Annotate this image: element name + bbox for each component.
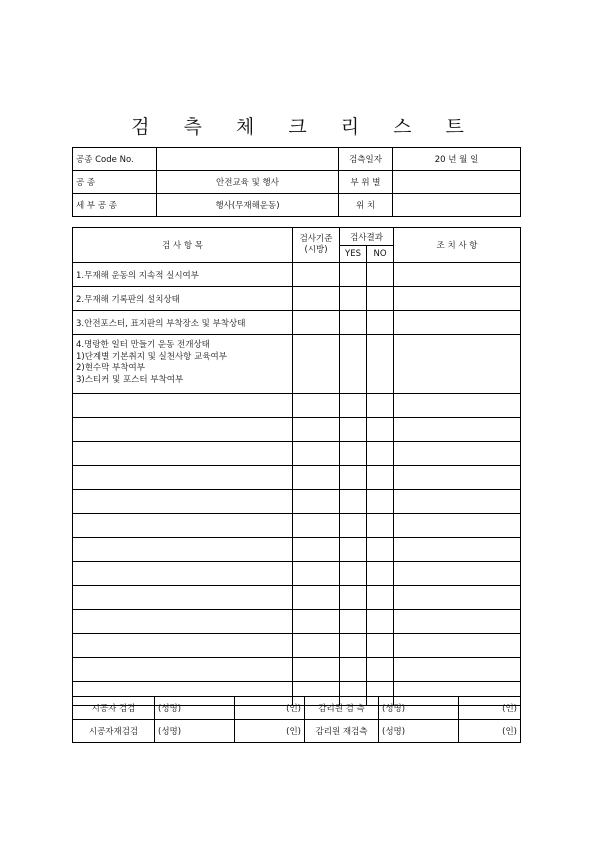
criteria-cell[interactable] bbox=[293, 287, 340, 311]
supervisor-reinspect-name[interactable]: (성명) bbox=[379, 720, 459, 743]
no-cell[interactable] bbox=[367, 418, 394, 442]
no-cell[interactable] bbox=[367, 658, 394, 682]
blank-item-cell[interactable] bbox=[73, 466, 293, 490]
action-cell[interactable] bbox=[394, 610, 521, 634]
no-cell[interactable] bbox=[367, 514, 394, 538]
no-cell[interactable] bbox=[367, 263, 394, 287]
yes-cell[interactable] bbox=[340, 311, 367, 335]
supervisor-inspect-label: 감리원 검 측 bbox=[305, 697, 379, 720]
check-item-4 bbox=[73, 335, 293, 394]
action-cell[interactable] bbox=[394, 514, 521, 538]
yes-cell[interactable] bbox=[340, 442, 367, 466]
criteria-cell[interactable] bbox=[293, 418, 340, 442]
action-cell[interactable] bbox=[394, 490, 521, 514]
action-cell[interactable] bbox=[394, 586, 521, 610]
action-cell[interactable] bbox=[394, 287, 521, 311]
location-field[interactable] bbox=[393, 171, 521, 194]
blank-item-cell[interactable] bbox=[73, 418, 293, 442]
blank-item-cell[interactable] bbox=[73, 634, 293, 658]
contractor-inspect-seal[interactable]: (인) bbox=[235, 697, 305, 720]
yes-cell[interactable] bbox=[340, 490, 367, 514]
action-cell[interactable] bbox=[394, 311, 521, 335]
criteria-cell[interactable] bbox=[293, 311, 340, 335]
criteria-cell[interactable] bbox=[293, 466, 340, 490]
criteria-cell[interactable] bbox=[293, 538, 340, 562]
contractor-reinspect-label: 시공자재검검 bbox=[73, 720, 155, 743]
action-cell[interactable] bbox=[394, 634, 521, 658]
blank-item-cell[interactable] bbox=[73, 514, 293, 538]
contractor-reinspect-name[interactable]: (성명) bbox=[155, 720, 235, 743]
yes-cell[interactable] bbox=[340, 418, 367, 442]
work-field[interactable]: 안전교육 및 행사 bbox=[157, 171, 339, 194]
no-cell[interactable] bbox=[367, 394, 394, 418]
criteria-cell[interactable] bbox=[293, 490, 340, 514]
work-label: 공 종 bbox=[73, 171, 157, 194]
yes-cell[interactable] bbox=[340, 586, 367, 610]
criteria-cell[interactable] bbox=[293, 658, 340, 682]
yes-cell[interactable] bbox=[340, 514, 367, 538]
action-cell[interactable] bbox=[394, 466, 521, 490]
criteria-cell[interactable] bbox=[293, 394, 340, 418]
criteria-cell[interactable] bbox=[293, 586, 340, 610]
position-label: 위 치 bbox=[339, 194, 393, 217]
date-field[interactable]: 20 년 월 일 bbox=[393, 148, 521, 171]
supervisor-inspect-seal[interactable]: (인) bbox=[459, 697, 521, 720]
check-item-4-sub3: 3)스티커 및 포스터 부착여부 bbox=[76, 374, 184, 385]
subwork-field[interactable]: 행사(무재해운동) bbox=[157, 194, 339, 217]
action-cell[interactable] bbox=[394, 442, 521, 466]
check-item-2: 2.무재해 기록판의 설치상태 bbox=[73, 287, 293, 311]
yes-cell[interactable] bbox=[340, 394, 367, 418]
col-header-criteria bbox=[293, 228, 340, 263]
criteria-line1: 검사기준 bbox=[299, 233, 333, 244]
yes-cell[interactable] bbox=[340, 466, 367, 490]
checklist-table bbox=[72, 227, 521, 706]
header-table bbox=[72, 147, 521, 217]
col-header-yes: YES bbox=[340, 246, 367, 263]
blank-item-cell[interactable] bbox=[73, 394, 293, 418]
code-label: 공종 Code No. bbox=[73, 148, 157, 171]
yes-cell[interactable] bbox=[340, 335, 367, 394]
yes-cell[interactable] bbox=[340, 610, 367, 634]
col-header-no: NO bbox=[367, 246, 394, 263]
no-cell[interactable] bbox=[367, 287, 394, 311]
no-cell[interactable] bbox=[367, 562, 394, 586]
col-header-action: 조 치 사 항 bbox=[394, 228, 521, 263]
col-header-result: 검사결과 bbox=[340, 228, 394, 246]
no-cell[interactable] bbox=[367, 634, 394, 658]
no-cell[interactable] bbox=[367, 490, 394, 514]
check-item-1: 1.무재해 운동의 지속적 실시여부 bbox=[73, 263, 293, 287]
yes-cell[interactable] bbox=[340, 562, 367, 586]
check-item-3: 3.안전포스터, 표지판의 부착장소 및 부착상태 bbox=[73, 311, 293, 335]
blank-item-cell[interactable] bbox=[73, 490, 293, 514]
no-cell[interactable] bbox=[367, 610, 394, 634]
check-item-4-sub2: 2)현수막 부착여부 bbox=[76, 363, 145, 373]
supervisor-reinspect-seal[interactable]: (인) bbox=[459, 720, 521, 743]
criteria-cell[interactable] bbox=[293, 335, 340, 394]
no-cell[interactable] bbox=[367, 466, 394, 490]
criteria-cell[interactable] bbox=[293, 562, 340, 586]
code-field[interactable] bbox=[157, 148, 339, 171]
blank-item-cell[interactable] bbox=[73, 538, 293, 562]
action-cell[interactable] bbox=[394, 562, 521, 586]
criteria-cell[interactable] bbox=[293, 263, 340, 287]
signature-table bbox=[72, 696, 521, 743]
blank-item-cell[interactable] bbox=[73, 442, 293, 466]
criteria-cell[interactable] bbox=[293, 634, 340, 658]
contractor-inspect-label: 시공자 검검 bbox=[73, 697, 155, 720]
location-label: 부 위 별 bbox=[339, 171, 393, 194]
contractor-inspect-name[interactable]: (성명) bbox=[155, 697, 235, 720]
criteria-cell[interactable] bbox=[293, 514, 340, 538]
page-title: 검 측 체 크 리 스 트 bbox=[131, 116, 478, 138]
action-cell[interactable] bbox=[394, 658, 521, 682]
check-item-4-title: 4.명랑한 일터 만들기 운동 전개상태 bbox=[76, 340, 210, 350]
action-cell[interactable] bbox=[394, 418, 521, 442]
no-cell[interactable] bbox=[367, 335, 394, 394]
yes-cell[interactable] bbox=[340, 634, 367, 658]
blank-item-cell[interactable] bbox=[73, 610, 293, 634]
no-cell[interactable] bbox=[367, 586, 394, 610]
date-label: 검측일자 bbox=[339, 148, 393, 171]
yes-cell[interactable] bbox=[340, 538, 367, 562]
col-header-item: 검 사 항 목 bbox=[73, 228, 293, 263]
criteria-cell[interactable] bbox=[293, 610, 340, 634]
criteria-line2: (시방) bbox=[304, 245, 328, 255]
blank-item-cell[interactable] bbox=[73, 586, 293, 610]
supervisor-reinspect-label: 감리원 재검측 bbox=[305, 720, 379, 743]
criteria-cell[interactable] bbox=[293, 442, 340, 466]
no-cell[interactable] bbox=[367, 442, 394, 466]
no-cell[interactable] bbox=[367, 311, 394, 335]
yes-cell[interactable] bbox=[340, 287, 367, 311]
yes-cell[interactable] bbox=[340, 658, 367, 682]
action-cell[interactable] bbox=[394, 538, 521, 562]
action-cell[interactable] bbox=[394, 335, 521, 394]
check-item-4-sub1: 1)단계별 기본취지 및 실천사항 교육여부 bbox=[76, 351, 227, 362]
position-field[interactable] bbox=[393, 194, 521, 217]
no-cell[interactable] bbox=[367, 538, 394, 562]
blank-item-cell[interactable] bbox=[73, 658, 293, 682]
supervisor-inspect-name[interactable]: (성명) bbox=[379, 697, 459, 720]
subwork-label: 세 부 공 종 bbox=[73, 194, 157, 217]
action-cell[interactable] bbox=[394, 263, 521, 287]
blank-item-cell[interactable] bbox=[73, 562, 293, 586]
action-cell[interactable] bbox=[394, 394, 521, 418]
contractor-reinspect-seal[interactable]: (인) bbox=[235, 720, 305, 743]
yes-cell[interactable] bbox=[340, 263, 367, 287]
